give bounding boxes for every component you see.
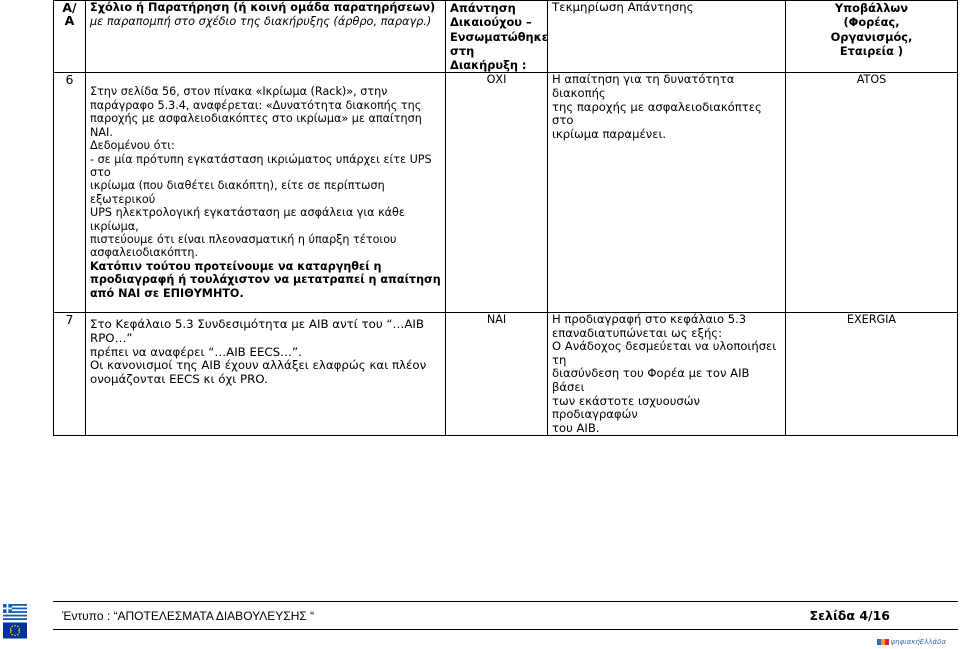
footer-page-label: Σελίδα 4/16 xyxy=(809,608,890,623)
comment-line: ονομάζονται EECS κι όχι PRO. xyxy=(90,372,268,387)
row-comment xyxy=(86,312,446,435)
justification-line: Ο Ανάδοχος δεσμεύεται να υλοποιήσει τη xyxy=(552,339,777,367)
row-justification xyxy=(548,312,786,435)
justification-line: του ΑΙΒ. xyxy=(552,420,600,435)
header-comment-title: Σχόλιο ή Παρατήρηση (ή κοινή ομάδα παρατηρήσεων) xyxy=(90,1,436,14)
logo-text: ψηφιακήΕλλάδα xyxy=(890,638,946,646)
row-comment xyxy=(86,73,446,313)
consultation-results-table xyxy=(53,0,958,436)
comment-line: πρέπει να αναφέρει “…ΑΙΒ EECS…”. xyxy=(90,344,302,359)
logo-stripes-icon xyxy=(877,639,889,645)
header-aa: Α/Α xyxy=(54,1,86,73)
justification-line: των εκάστοτε ισχυουσών προδιαγραφών xyxy=(552,393,700,422)
justification-line: της παροχής με ασφαλειοδιακόπτες στο xyxy=(552,99,762,128)
header-answer-line: Ενσωματώθηκε xyxy=(450,29,549,44)
table-row xyxy=(54,73,958,313)
row-submitter: EXERGIA xyxy=(786,312,958,435)
comment-line: Στην σελίδα 56, στον πίνακα «Ικρίωμα (Rack)», στην xyxy=(90,85,388,99)
justification-line: Η προδιαγραφή στο κεφάλαιο 5.3 xyxy=(552,311,747,326)
comment-line: Δεδομένου ότι: xyxy=(90,139,175,153)
header-submitter-line: Υποβάλλων xyxy=(834,1,909,15)
footer-form-label: Έντυπο : “ΑΠΟΤΕΛΕΣΜΑΤΑ ΔΙΑΒΟΥΛΕΥΣΗΣ “ xyxy=(62,609,315,623)
comment-bold-line: προδιαγραφή ή τουλάχιστον να μετατραπεί η απαίτηση xyxy=(90,273,441,287)
comment-line: πιστεύουμε ότι είναι πλεονασματική η ύπαρξη τέτοιου xyxy=(90,232,397,246)
header-comment xyxy=(86,1,446,73)
comment-line: - σε μία πρότυπη εγκατάσταση ικριώματος υπάρχει είτε UPS στο xyxy=(90,152,432,179)
justification-line: ικρίωμα παραμένει. xyxy=(552,126,667,141)
row-submitter: ATOS xyxy=(786,73,958,313)
comment-line: UPS ηλεκτρολογική εγκατάσταση με ασφάλεια για κάθε ικρίωμα, xyxy=(90,206,405,233)
comment-line: παράγραφο 5.3.4, αναφέρεται: «Δυνατότητα διακοπής της xyxy=(90,98,422,112)
header-justification: Τεκμηρίωση Απάντησης xyxy=(548,1,786,73)
header-submitter-line: Οργανισμός, xyxy=(830,29,913,44)
comment-line: Στο Κεφάλαιο 5.3 Συνδεσιμότητα με ΑΙΒ αντί του “…ΑΙΒ RPO…” xyxy=(90,316,424,345)
table-row xyxy=(54,312,958,435)
header-answer-line: Απάντηση xyxy=(450,1,516,15)
row-number: 6 xyxy=(54,73,86,313)
comment-line: ικρίωμα (που διαθέτει διακόπτη), είτε σε περίπτωση εξωτερικού xyxy=(90,179,385,206)
comment-bold-line: Κατόπιν τούτου προτείνουμε να καταργηθεί η xyxy=(90,259,382,273)
row-answer: ΝΑΙ xyxy=(446,312,548,435)
comment-line: Οι κανονισμοί της ΑΙΒ έχουν αλλάξει ελαφρώς και πλέον xyxy=(90,358,427,373)
justification-line: διασύνδεση του Φορέα με τον ΑΙΒ βάσει xyxy=(552,366,750,394)
header-submitter xyxy=(786,1,958,73)
header-answer xyxy=(446,1,548,73)
comment-line: ασφαλειοδιακόπτη. xyxy=(90,246,199,260)
row-answer: ΟΧΙ xyxy=(446,73,548,313)
header-submitter-line: (Φορέας, xyxy=(843,15,900,30)
eu-flag-icon xyxy=(3,622,27,639)
greek-flag-icon xyxy=(3,604,27,620)
digital-greece-logo xyxy=(877,638,946,646)
comment-line: παροχής με ασφαλειοδιακόπτες στο ικρίωμα» με απαίτηση ΝΑΙ. xyxy=(90,112,422,139)
footer-top-rule xyxy=(53,601,958,602)
footer-bottom-rule xyxy=(53,629,958,630)
header-comment-subtitle: με παραπομπή στο σχέδιο της διακήρυξης (άρθρο, παραγρ.) xyxy=(90,14,432,28)
header-answer-line: στη Διακήρυξη : xyxy=(450,43,527,73)
table-header-row xyxy=(54,1,958,73)
justification-line: Η απαίτηση για τη δυνατότητα διακοπής xyxy=(552,72,735,101)
comment-bold-line: από ΝΑΙ σε ΕΠΙΘΥΜΗΤΟ. xyxy=(90,286,244,300)
header-answer-line: Δικαιούχου – xyxy=(450,15,532,30)
row-justification xyxy=(548,73,786,313)
justification-line: επαναδιατυπώνεται ως εξής: xyxy=(552,325,723,340)
header-submitter-line: Εταιρεία ) xyxy=(839,43,904,58)
row-number: 7 xyxy=(54,312,86,435)
